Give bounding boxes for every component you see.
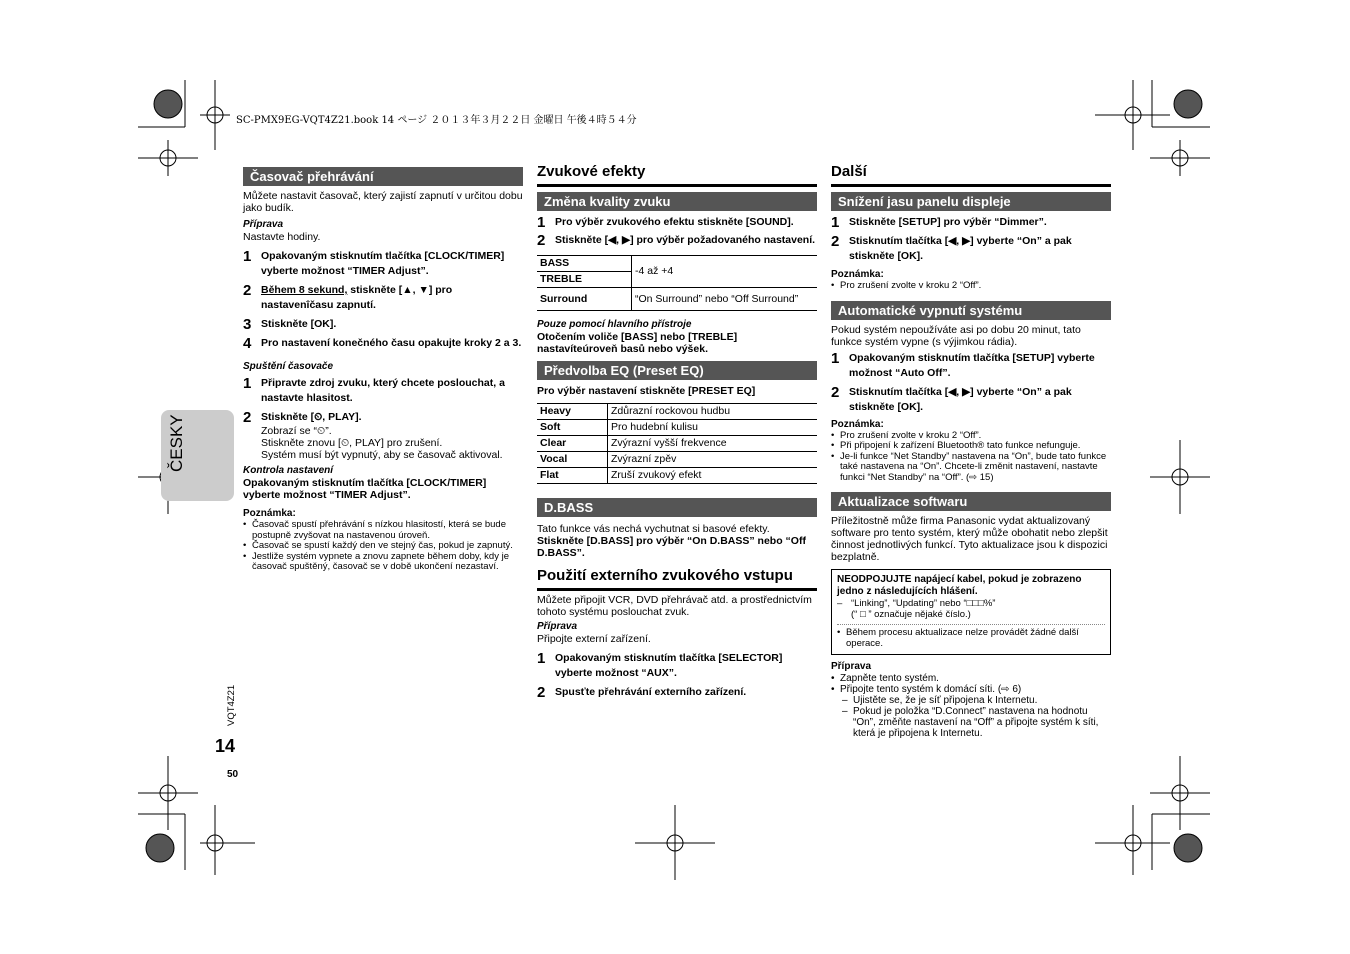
start-label: Spuštění časovače [243,361,334,372]
dim-step-1: 1 Stiskněte [SETUP] pro výběr “Dimmer”. [831,214,1047,231]
title-other: Další [831,163,1111,187]
start-step-2: 2 Stiskněte [⏲, PLAY]. [243,409,362,426]
eq-row: Clear Zvýrazní vyšší frekvence [537,436,817,452]
language-label: ČESKY [167,414,186,472]
check-text: Opakovaným stisknutím tlačítka [CLOCK/TIMER] vyberte možnost “TIMER Adjust”. [243,477,487,501]
eq-row: Flat Zruší zvukový efekt [537,468,817,484]
section-header-dimmer: Snížení jasu panelu displeje [831,192,1111,211]
warning-dash: – “Linking”, “Updating” nebo “□□□%” [837,598,996,609]
main-unit-text: Otočením voliče [BASS] nebo [TREBLE] nastavíteúroveň basů nebo výšek. [537,331,738,355]
warning-dash-note: (“ □ ” označuje nějaké číslo.) [851,609,971,620]
note-label: Poznámka: [243,508,296,519]
section-header-eq: Předvolba EQ (Preset EQ) [537,361,817,380]
dim-note-label: Poznámka: [831,269,884,280]
main-unit-label: Pouze pomocí hlavního přístroje [537,319,692,330]
timer-notes: • Časovač spustí přehrávání s nízkou hlasitostí, která se bude postupně zvyšovat na nastavenou úroveň. • Časovač se spustí každý den ve stejný čas, pokud je zapnutý. • Jestliže systém vypnete a znovu zapnete během doby, kdy je časovač spuštěný, časovač se v době ukončení nezastaví. [243,520,523,573]
section-header-quality: Změna kvality zvuku [537,192,817,211]
prep-text: Nastavte hodiny. [243,231,321,243]
warning-box [831,569,1111,655]
eq-row: Soft Pro hudební kulisu [537,420,817,436]
column-sound [537,163,817,700]
quality-step-2: 2 Stiskněte [◀, ▶] pro výběr požadovaného nastavení. [537,232,816,249]
warning-title: NEODPOJUJTE napájecí kabel, pokud je zobrazeno jedno z následujících hlášení. [837,574,1082,597]
column-timer [243,167,523,573]
auto-text: Pokud systém nepoužíváte asi po dobu 20 minut, tato funkce systém vypne (s výjimkou rádia). [831,323,1081,348]
step-1: 1 Opakovaným stisknutím tlačítka [CLOCK/TIMER] vyberte možnost “TIMER Adjust”. [243,248,505,277]
doc-code: VQT4Z21 [226,684,237,726]
section-header-dbass: D.BASS [537,498,817,517]
dbass-instruction: Stiskněte [D.BASS] pro výběr “On D.BASS” nebo “Off D.BASS”. [537,535,806,559]
start-substeps: Zobrazí se “⏲”. Stiskněte znovu [⏲, PLAY] pro zrušení. Systém musí být vypnutý, aby se časovač aktivoval. [261,425,503,461]
ext-prep-text: Připojte externí zařízení. [537,633,651,645]
auto-step-1: 1 Opakovaným stisknutím tlačítka [SETUP] vyberte možnost “Auto Off”. [831,349,1095,379]
column-other [831,163,1111,739]
update-prep-dashes: – Ujistěte se, že je síť připojena k Internetu. – Pokud je položka “D.Connect” nastavena na hodnotu “On”, změňte nastavení na “Off” a připojte systém k síti, která je připojena k Internetu. [831,695,1111,739]
language-tab [161,410,234,501]
page-number: 14 [215,736,236,756]
auto-step-2: 2 Stisknutím tlačítka [◀, ▶] vyberte “On” a pak stiskněte [OK]. [831,383,1072,413]
dbass-text: Tato funkce vás nechá vychutnat si basové efekty. [537,523,770,535]
ext-step-1: 1 Opakovaným stisknutím tlačítka [SELECTOR] vyberte možnost “AUX”. [537,650,783,679]
step-4: 4 Pro nastavení konečného času opakujte kroky 2 a 3. [243,335,522,352]
running-head: SC-PMX9EG-VQT4Z21.book 14 ページ ２０１３年３月２２日 金曜日 午後４時５４分 [236,115,637,126]
quality-table: BASS -4 až +4 TREBLE Surround “On Surround” nebo “Off Surround” [537,255,817,311]
dim-step-2: 2 Stisknutím tlačítka [◀, ▶] vyberte “On” a pak stiskněte [OK]. [831,233,1072,262]
eq-intro: Pro výběr nastavení stiskněte [PRESET EQ] [537,385,756,397]
prep-label: Příprava [243,219,284,230]
auto-notes: • Pro zrušení zvolte v kroku 2 “Off”. • Při připojení k zařízení Bluetooth® tato funkce nefunguje. • Je-li funkce “Net Standby” nastavena na “On”, bude tato funkce také nastavena na “On”. Chcete-li změnit nastavení, nastavte funkci “Net Standby” na “Off”. (⇨ 15) [831,431,1111,484]
update-text: Příležitostně může firma Panasonic vydat aktualizovaný software pro tento systém, který může obohatit nebo zlepšit činnost jednotlivých funkcí. Tyto aktualizace jsou k dispozici bezplatně. [831,515,1108,563]
section-header-update: Aktualizace softwaru [831,492,1111,511]
update-prep-label: Příprava [831,661,872,672]
section-header-timer: Časovač přehrávání [243,167,523,186]
warning-bullet: • Během procesu aktualizace nelze provádět žádné další operace. [837,628,1105,649]
ext-prep-label: Příprava [537,621,578,632]
step-3: 3 Stiskněte [OK]. [243,316,337,333]
dim-notes: • Pro zrušení zvolte v kroku 2 “Off”. [831,281,1111,292]
ext-text: Můžete připojit VCR, DVD přehrávač atd. a prostřednictvím tohoto systému poslouchat zvuk. [537,594,812,618]
auto-note-label: Poznámka: [831,418,884,430]
step-2: 2 Během 8 sekund, stiskněte [▲, ▼] pro nastavenîčasu zapnutí. [243,282,453,311]
quality-step-1: 1 Pro výběr zvukového efektu stiskněte [SOUND]. [537,214,794,231]
ext-step-2: 2 Spusťte přehrávání externího zařízení. [537,684,747,701]
section-header-auto-off: Automatické vypnutí systému [831,301,1111,320]
title-sound-effects: Zvukové efekty [537,163,817,187]
start-step-1: 1 Připravte zdroj zvuku, který chcete poslouchat, a nastavte hlasitost. [243,375,505,404]
eq-row: Vocal Zvýrazní zpěv [537,452,817,468]
check-label: Kontrola nastavení [243,465,334,476]
title-external-input: Použití externího zvukového vstupu [537,567,817,591]
timer-intro: Můžete nastavit časovač, který zajistí zapnutí v určitou dobu jako budík. [243,190,523,214]
eq-row: Heavy Zdůrazní rockovou hudbu [537,404,817,420]
eq-table [537,403,817,484]
update-prep-bullets: • Zapněte tento systém. • Připojte tento systém k domácí síti. (⇨ 6) [831,673,1111,695]
page-sub-number: 50 [227,769,239,780]
